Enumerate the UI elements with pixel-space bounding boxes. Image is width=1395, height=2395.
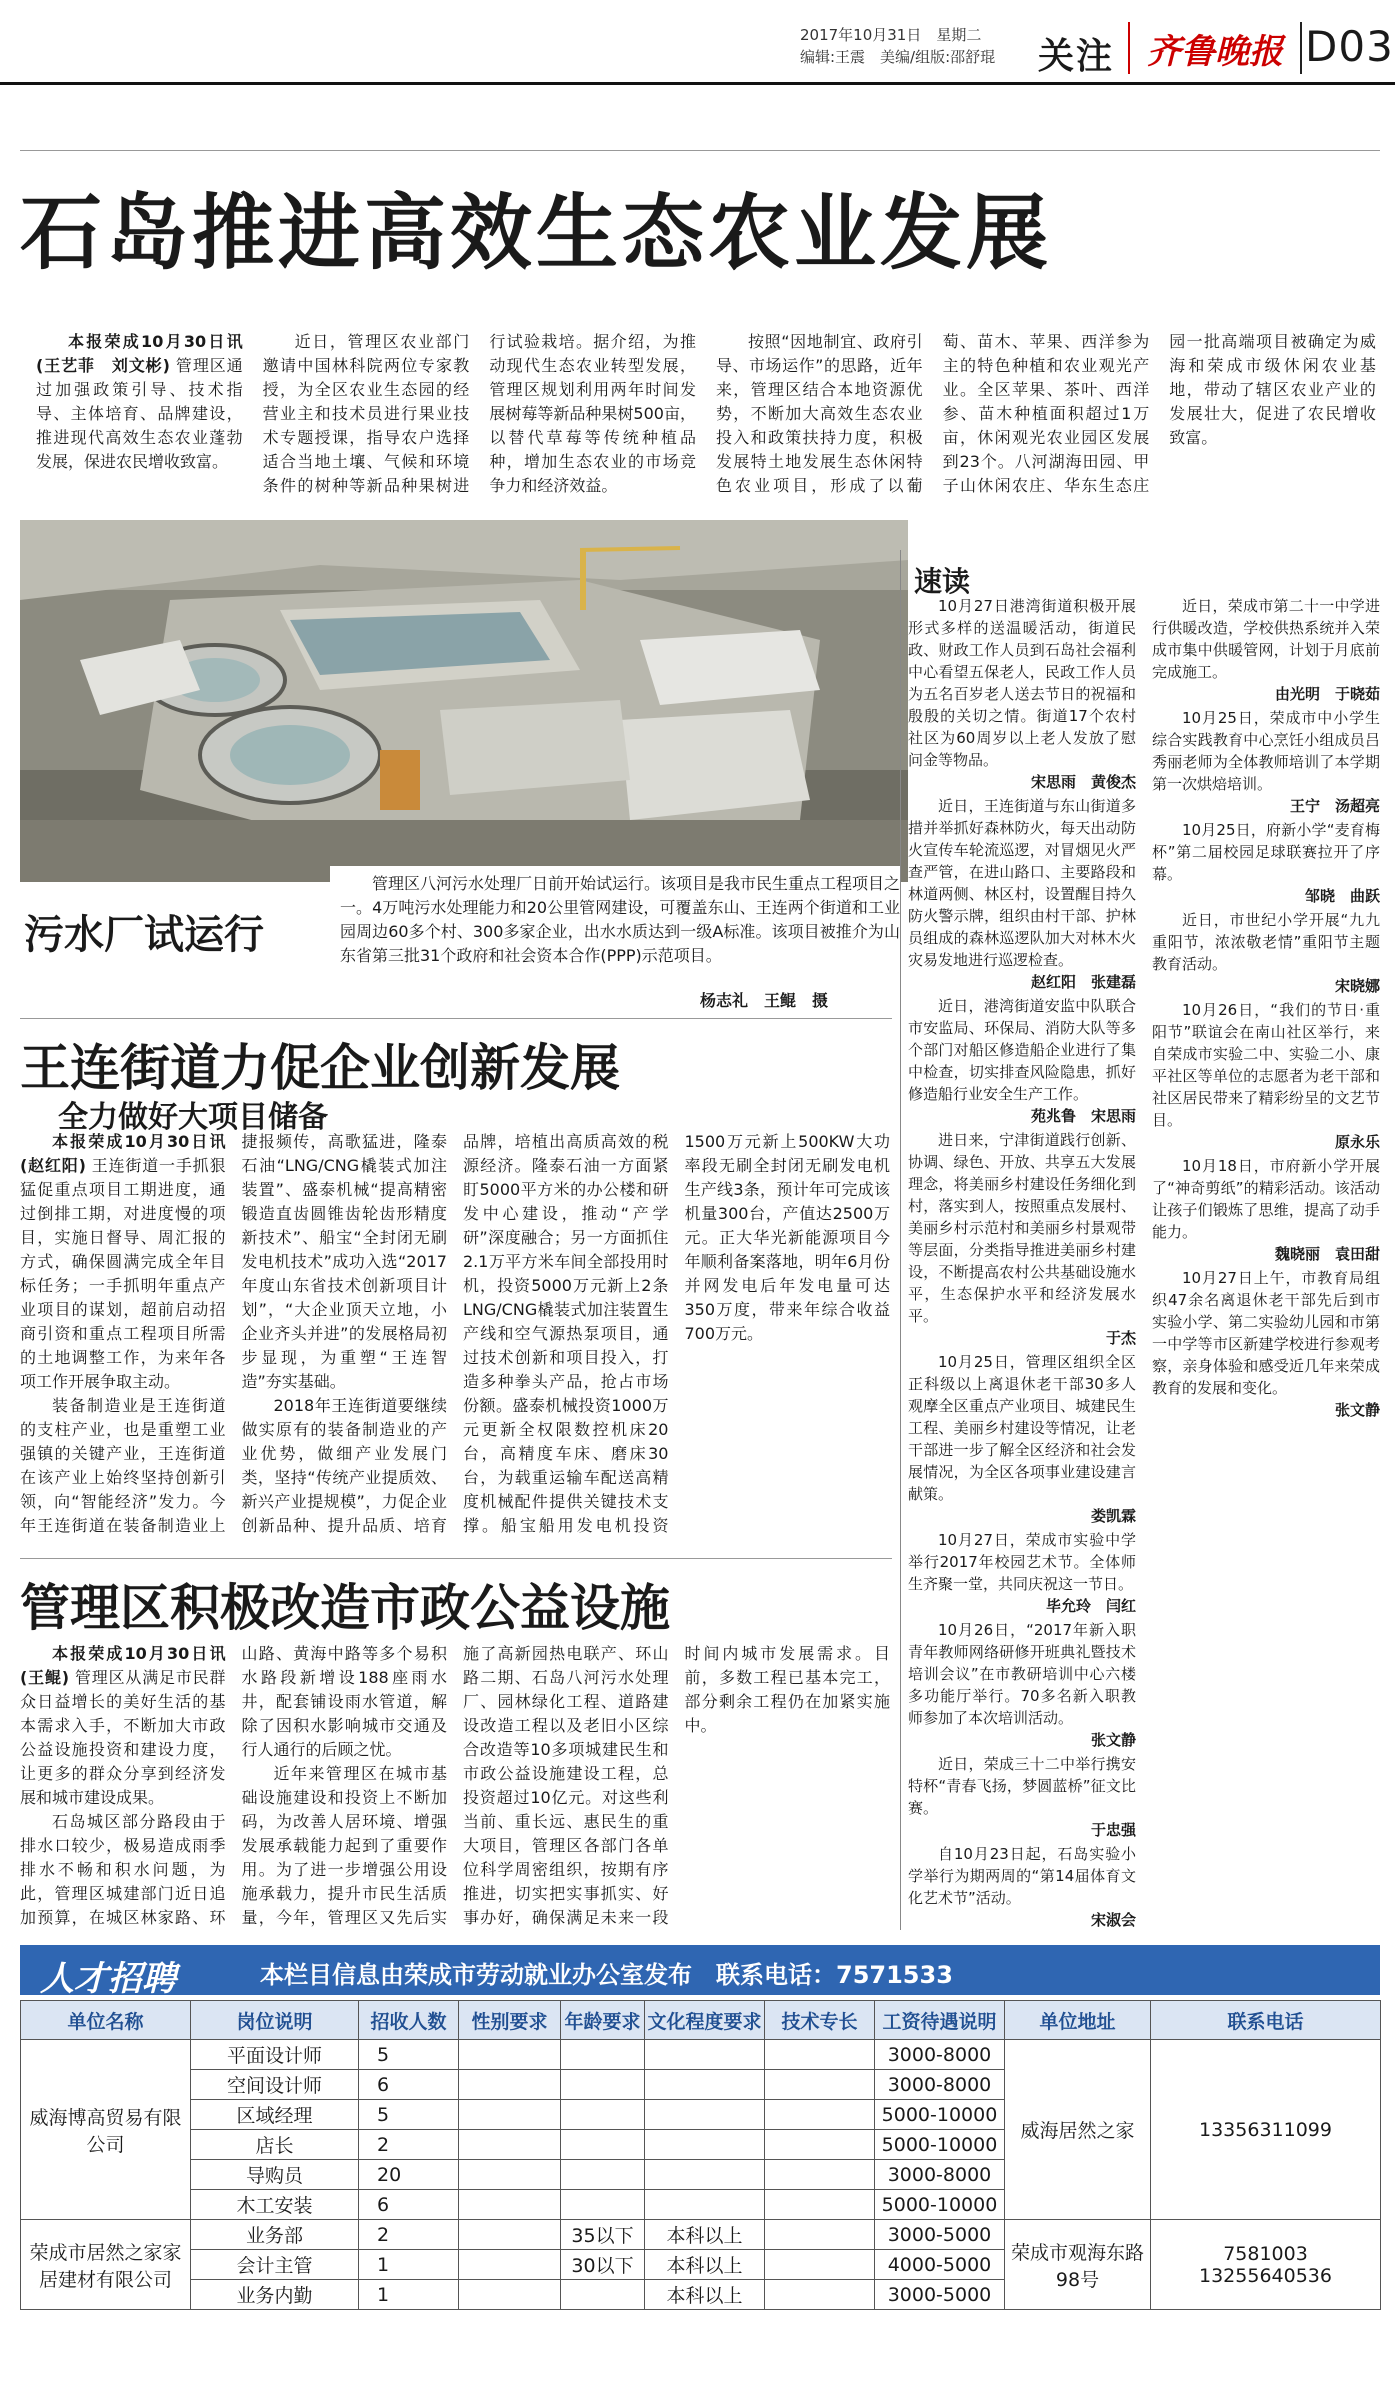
issue-date: 2017年10月31日 — [800, 26, 922, 44]
recruitment-cell — [459, 2280, 561, 2310]
speed-read-item-text: 近日，荣成三十二中举行携安特杯“青春飞扬，梦圆蓝桥”征文比赛。 — [908, 1755, 1136, 1817]
speed-read-title: 速读 — [914, 565, 971, 598]
speed-read-item — [1152, 999, 1380, 1153]
speed-read-item-text: 10月18日，市府新小学开展了“神奇剪纸”的精彩活动。该活动让孩子们锻炼了思维，提高了动手能力。 — [1152, 1157, 1380, 1241]
recruitment-cell: 导购员 — [191, 2160, 359, 2190]
header-meta — [800, 24, 1030, 68]
recruitment-cell: 平面设计师 — [191, 2040, 359, 2070]
speed-read-item — [908, 1529, 1136, 1617]
recruitment-cell: 业务部 — [191, 2220, 359, 2250]
recruitment-cell: 本科以上 — [645, 2280, 765, 2310]
recruitment-cell: 本科以上 — [645, 2220, 765, 2250]
recruitment-cell — [765, 2250, 875, 2280]
recruitment-cell — [561, 2130, 645, 2160]
recruitment-column-header: 招收人数 — [359, 2001, 459, 2040]
recruitment-cell: 本科以上 — [645, 2250, 765, 2280]
photo-caption — [340, 872, 900, 972]
recruitment-cell: 6 — [359, 2070, 459, 2100]
speed-read-item-byline: 于杰 — [1105, 1329, 1136, 1347]
speed-read-item-byline: 魏晓丽 袁田甜 — [1274, 1245, 1380, 1263]
speed-read-item — [908, 595, 1136, 793]
recruitment-cell: 13356311099 — [1151, 2040, 1381, 2220]
recruitment-cell — [645, 2070, 765, 2100]
recruitment-cell: 4000-5000 — [875, 2250, 1005, 2280]
recruitment-cell — [459, 2100, 561, 2130]
recruitment-cell — [645, 2130, 765, 2160]
speed-read-item-byline: 张文静 — [1090, 1731, 1136, 1749]
recruitment-cell — [561, 2190, 645, 2220]
speed-read-item-text: 10月26日，“我们的节日·重阳节”联谊会在南山社区举行，来自荣成市实验二中、实验二小、康平社区等单位的志愿者为老干部和社区居民带来了精彩纷呈的文艺节目。 — [1152, 1001, 1380, 1129]
recruitment-cell — [561, 2100, 645, 2130]
article3-paragraph: 管理区从满足市民群众日益增长的美好生活的基本需求入手，不断加大市政公益设施投资和建设力度，让更多的群众分享到经济发展和城市建设成果。 — [20, 1668, 226, 1807]
recruitment-cell — [765, 2100, 875, 2130]
recruitment-cell: 6 — [359, 2190, 459, 2220]
sewage-plant-photo — [20, 520, 908, 882]
recruitment-cell: 5000-10000 — [875, 2190, 1005, 2220]
article1-paragraph: 管理区通过加强政策引导、技术指导、主体培育、品牌建设，推进现代高效生态农业蓬勃发展，保进农民增收致富。 — [36, 356, 243, 471]
photo-credit: 杨志礼 王鲲 摄 — [700, 991, 829, 1010]
speed-read-item — [1152, 707, 1380, 817]
speed-read-item-byline: 邹晓 曲跃 — [1304, 887, 1380, 905]
speed-read-item-byline: 宋淑会 — [1090, 1911, 1136, 1929]
recruitment-cell: 20 — [359, 2160, 459, 2190]
recruitment-cell — [645, 2190, 765, 2220]
recruitment-cell: 3000-5000 — [875, 2220, 1005, 2250]
recruitment-cell — [765, 2040, 875, 2070]
recruitment-cell: 30以下 — [561, 2250, 645, 2280]
article2-headline: 王连街道力促企业创新发展 — [20, 1039, 620, 1097]
recruitment-cell: 3000-8000 — [875, 2070, 1005, 2100]
article2-paragraph: 王连街道一手抓狠猛促重点项目工期进度，通过倒排工期，对进度慢的项目，实施日督导、周汇报的方式，确保圆满完成全年目标任务；一手抓明年重点产业项目的谋划，超前启动招商引资和重点工程项目所需的土地调整工作，为来年各项工作开展争取主动。 — [20, 1156, 226, 1391]
speed-read-item-byline: 娄凯霖 — [1090, 1507, 1136, 1525]
recruitment-cell: 5 — [359, 2040, 459, 2070]
article2-dateline: 本报荣成10月30日讯(赵红阳) — [20, 1132, 226, 1175]
speed-read-item — [1152, 1155, 1380, 1265]
recruitment-cell: 3000-8000 — [875, 2040, 1005, 2070]
speed-read-item-text: 10月25日，府新小学“麦育梅杯”第二届校园足球联赛拉开了序幕。 — [1152, 821, 1380, 883]
aerial-plant-illustration — [20, 520, 908, 882]
speed-read-item-byline: 赵红阳 张建磊 — [1030, 973, 1136, 991]
speed-read-item-byline: 毕允玲 闫红 — [1045, 1597, 1136, 1615]
speed-read-item-text: 自10月23日起，石岛实验小学举行为期两周的“第14届体育文化艺术节”活动。 — [908, 1845, 1136, 1907]
article1-headline: 石岛推进高效生态农业发展 — [20, 186, 1053, 281]
recruitment-cell — [459, 2070, 561, 2100]
recruitment-cell — [765, 2130, 875, 2160]
article3-paragraph: 石岛城区部分路段由于排水口较少，极易造成雨季排水不畅和积水问题，为此，管理区城建部门近日追加预算，在城区林家路、环山路、黄海中路等多个易积水路段新增设188座雨水井，配套铺设雨水管道，解除了因积水影响城市交通及行人通行的后顾之忧。 — [20, 1644, 447, 1927]
speed-read-item-byline: 王宁 汤超亮 — [1289, 797, 1380, 815]
article1-top-rule — [20, 150, 1380, 151]
recruitment-cell: 3000-8000 — [875, 2160, 1005, 2190]
recruitment-cell: 5000-10000 — [875, 2100, 1005, 2130]
article3-headline: 管理区积极改造市政公益设施 — [20, 1579, 670, 1637]
speed-read-item-text: 10月27日港湾街道积极开展形式多样的送温暖活动，街道民政、财政工作人员到石岛社会福利中心看望五保老人，民政工作人员为五名百岁老人送去节日的祝福和殷殷的关切之情。街道17个农村社区为60周岁以上老人发放了慰问金等物品。 — [908, 597, 1136, 769]
article1-text-flow — [36, 330, 1376, 510]
speed-read-divider — [900, 550, 901, 1930]
speed-read-item-byline: 于忠强 — [1090, 1821, 1136, 1839]
masthead-logo: 齐鲁晚报 — [1128, 22, 1302, 74]
recruitment-cell — [459, 2250, 561, 2280]
article3-top-rule — [20, 1558, 892, 1559]
speed-read-item — [908, 795, 1136, 993]
speed-read-item-byline: 宋晓娜 — [1334, 977, 1380, 995]
recruitment-cell: 35以下 — [561, 2220, 645, 2250]
recruitment-cell: 7581003 13255640536 — [1151, 2220, 1381, 2310]
recruitment-cell — [561, 2160, 645, 2190]
recruitment-cell: 业务内勤 — [191, 2280, 359, 2310]
recruitment-cell — [561, 2040, 645, 2070]
header-divider — [0, 82, 1395, 85]
speed-read-item — [908, 1351, 1136, 1527]
recruitment-row — [21, 2220, 1381, 2250]
recruitment-cell — [459, 2190, 561, 2220]
speed-read-item-byline: 张文静 — [1334, 1401, 1380, 1419]
recruitment-cell: 区域经理 — [191, 2100, 359, 2130]
speed-read-item-byline: 苑兆鲁 宋思雨 — [1030, 1107, 1136, 1125]
recruitment-cell — [645, 2040, 765, 2070]
speed-read-list — [908, 595, 1380, 1935]
recruitment-cell: 3000-5000 — [875, 2280, 1005, 2310]
speed-read-item-text: 近日，港湾街道安监中队联合市安监局、环保局、消防大队等多个部门对船区修造船企业进行了集中检查，切实排查风险隐患，抓好修造船行业安全生产工作。 — [908, 997, 1136, 1103]
recruitment-cell: 威海博高贸易有限公司 — [21, 2040, 191, 2220]
recruitment-cell: 2 — [359, 2130, 459, 2160]
recruitment-column-header: 技术专长 — [765, 2001, 875, 2040]
recruitment-cell — [459, 2130, 561, 2160]
recruitment-cell — [561, 2280, 645, 2310]
recruitment-column-header: 年龄要求 — [561, 2001, 645, 2040]
issue-weekday: 星期二 — [936, 26, 982, 44]
recruitment-column-header: 单位地址 — [1005, 2001, 1151, 2040]
speed-read-item-text: 10月25日，管理区组织全区正科级以上离退休老干部30多人观摩全区重点产业项目、城建民生工程、美丽乡村建设等情况，让老干部进一步了解全区经济和社会发展情况，为全区各项事业建设建言献策。 — [908, 1353, 1136, 1503]
recruitment-cell: 5 — [359, 2100, 459, 2130]
recruitment-column-header: 单位名称 — [21, 2001, 191, 2040]
photo-caption-text: 管理区八河污水处理厂日前开始试运行。该项目是我市民生重点工程项目之一。4万吨污水处理能力和20公里管网建设，可覆盖东山、王连两个街道和工业园周边60多个村、300多家企业，出水水质达到一级A标准。该项目被推介为山东省第三批31个政府和社会资本合作(PPP)示范项目。 — [340, 874, 900, 965]
recruitment-cell — [765, 2190, 875, 2220]
article3-paragraph: 近年来管理区在城市基础设施建设和投资上不断加码，为改善人居环境、增强发展承载能力起到了重要作用。为了进一步增强公用设施承载力，提升市民生活质量，今年，管理区又先后实施了高新园热电联产、环山路二期、石岛八河污水处理厂、园林绿化工程、道路建设改造工程以及老旧小区综合改造等10多项城建民生和市政公益设施建设工程，总投资超过10亿元。对这些利当前、重长远、惠民生的重大项目，管理区各部门各单位科学周密组织，按期有序推进，切实把实事抓实、好事办好，确保满足未来一段时间内城市发展需求。目前，多数工程已基本完工，部分剩余工程仍在加紧实施中。 — [241, 1644, 890, 1927]
article3-text-flow — [20, 1642, 890, 1932]
recruitment-cell: 店长 — [191, 2130, 359, 2160]
speed-read-item — [1152, 595, 1380, 705]
speed-read-item — [908, 1843, 1136, 1931]
recruitment-cell — [459, 2160, 561, 2190]
recruitment-cell: 荣成市观海东路98号 — [1005, 2220, 1151, 2310]
speed-read-item — [908, 995, 1136, 1127]
recruitment-cell: 空间设计师 — [191, 2070, 359, 2100]
recruitment-cell: 5000-10000 — [875, 2130, 1005, 2160]
recruitment-cell — [765, 2280, 875, 2310]
article2-top-rule — [20, 1018, 892, 1019]
article2-subheadline: 全力做好大项目储备 — [58, 1100, 328, 1135]
recruitment-cell: 1 — [359, 2250, 459, 2280]
speed-read-item — [908, 1753, 1136, 1841]
article2-paragraph: 2018年王连街道要继续做实原有的装备制造业的产业优势，做细产业发展门类，坚持“传统产业提质效、新兴产业提规模”，力促企业创新品种、提升品质、培育品牌，培植出高质高效的税源经济。隆泰石油一方面紧盯5000平方米的办公楼和研发中心建设，推动“产学研”深度融合；另一方面抓住2.1万平方米车间全部投用时机，投资5000万元新上2条LNG/CNG橇装式加注装置生产线和空气源热泵项目，通过技术创新和项目投入，打造多种拳头产品，抢占市场份额。盛泰机械投资1000万元更新全权限数控机床20台，高精度车床、磨床30台，为载重运输车配送高精度机械配件提供关键技术支撑。船宝船用发电机投资1500万元新上500KW大功率段无刷全封闭无刷发电机生产线3条，预计年可完成该机量300台，产值达2500万元。正大华光新能源项目今年顺利备案落地，明年6月份并网发电后年发电量可达350万度，带来年综合收益700万元。 — [241, 1132, 890, 1535]
article1-dateline: 本报荣成10月30日讯(王艺菲 刘文彬) — [36, 332, 243, 375]
article1-paragraph: 按照“因地制宜、政府引导、市场运作”的思路，近年来，管理区结合本地资源优势，不断加大高效生态农业投入和政策扶持力度，积极发展特土地发展生态休闲特色农业项目，形成了以葡萄、苗木、苹果、西洋参为主的特色种植和农业观光产业。全区苹果、茶叶、西洋参、苗木种植面积超过1万亩，休闲观光农业园区发展到23个。八河湖海田园、甲子山休闲农庄、华东生态庄园一批高端项目被确定为威海和荣成市级休闲农业基地，带动了辖区农业产业的发展壮大，促进了农民增收致富。 — [715, 332, 1376, 495]
recruitment-cell — [765, 2070, 875, 2100]
article1-body — [36, 330, 1376, 510]
recruitment-cell: 荣成市居然之家家居建材有限公司 — [21, 2220, 191, 2310]
recruitment-cell: 会计主管 — [191, 2250, 359, 2280]
recruitment-column-header: 文化程度要求 — [645, 2001, 765, 2040]
speed-read-item-byline: 宋思雨 黄俊杰 — [1030, 773, 1136, 791]
section-label: 关注 — [1038, 36, 1115, 77]
speed-read-item — [908, 1619, 1136, 1751]
speed-read-item — [908, 1129, 1136, 1349]
recruitment-cell: 2 — [359, 2220, 459, 2250]
speed-read-item — [1152, 909, 1380, 997]
recruitment-notice: 本栏目信息由荣成市劳动就业办公室发布 联系电话：7571533 — [260, 1961, 953, 1989]
photo-title: 污水厂试运行 — [24, 912, 264, 958]
speed-read-item-text: 近日，王连街道与东山街道多措并举抓好森林防火，每天出动防火宣传车轮流巡逻，对冒烟见火严查严管，在进山路口、主要路段和林道两侧、林区村，设置醒目持久防火警示牌，组织由村干部、护林员组成的森林巡逻队加大对林木火灾易发地进行巡逻检查。 — [908, 797, 1136, 969]
recruitment-column-header: 工资待遇说明 — [875, 2001, 1005, 2040]
recruitment-cell — [645, 2160, 765, 2190]
editors-line: 编辑:王震 美编/组版:邵舒琨 — [800, 48, 996, 66]
recruitment-column-header: 性别要求 — [459, 2001, 561, 2040]
recruitment-cell: 威海居然之家 — [1005, 2040, 1151, 2220]
recruitment-cell — [765, 2160, 875, 2190]
page-number: D03 — [1305, 22, 1394, 71]
speed-read-item-text: 10月26日，“2017年新入职青年教师网络研修开班典礼暨技术培训会议”在市教研培训中心六楼多功能厅举行。70多名新入职教师参加了本次培训活动。 — [908, 1621, 1136, 1727]
speed-read-item-text: 近日，市世纪小学开展“九九重阳节，浓浓敬老情”重阳节主题教育活动。 — [1152, 911, 1380, 973]
speed-read-item-byline: 由光明 于晓茹 — [1274, 685, 1380, 703]
recruitment-column-header: 联系电话 — [1151, 2001, 1381, 2040]
speed-read-item-text: 10月27日上午，市教育局组织47余名离退休老干部先后到市实验小学、第二实验幼儿园和市第一中学等市区新建学校进行参观考察，亲身体验和感受近几年来荣成教育的发展和变化。 — [1152, 1269, 1380, 1397]
speed-read-item — [1152, 819, 1380, 907]
article1-paragraph: 近日，管理区农业部门邀请中国林科院两位专家教授，为全区农业生态园的经营业主和技术员进行果业技术专题授课，指导农户选择适合当地土壤、气候和环境条件的树种等新品种果树进行试验栽培。据介绍，为推动现代生态农业转型发展，管理区规划利用两年时间发展树莓等新品种果树500亩，以替代草莓等传统种植品种，增加生态农业的市场竞争力和经济效益。 — [262, 332, 696, 495]
recruitment-cell — [459, 2040, 561, 2070]
speed-read-item-text: 10月27日，荣成市实验中学举行2017年校园艺术节。全体师生齐聚一堂，共同庆祝这一节日。 — [908, 1531, 1136, 1593]
recruitment-cell: 1 — [359, 2280, 459, 2310]
speed-read-item-text: 进日来，宁津街道践行创新、协调、绿色、开放、共享五大发展理念，将美丽乡村建设任务细化到村，落实到人，按照重点发展村、美丽乡村示范村和美丽乡村景观带等层面，分类指导推进美丽乡村建设，不断提高农村公共基础设施水平，生态保护水平和经济发展水平。 — [908, 1131, 1136, 1325]
recruitment-column-header: 岗位说明 — [191, 2001, 359, 2040]
speed-read-item-text: 10月25日，荣成市中小学生综合实践教育中心烹饪小组成员吕秀丽老师为全体教师培训了本学期第一次烘焙培训。 — [1152, 709, 1380, 793]
recruitment-header-row — [21, 2001, 1381, 2040]
recruitment-cell — [459, 2220, 561, 2250]
recruitment-cell — [765, 2220, 875, 2250]
article2-text-flow — [20, 1130, 890, 1550]
recruitment-cell — [645, 2100, 765, 2130]
recruitment-banner — [20, 1945, 1380, 1999]
article2-paragraph: 装备制造业是王连街道的支柱产业，也是重塑工业强镇的关键产业，王连街道在该产业上始终坚持创新引领，向“智能经济”发力。今年王连街道在装备制造业上捷报频传，高歌猛进，隆泰石油“LNG/CNG橇装式加注装置”、盛泰机械“提高精密锻造直齿圆锥齿轮齿形精度新技术”、船宝“全封闭无刷发电机技术”成功入选“2017年度山东省技术创新项目计划”，“大企业顶天立地，小企业齐头并进”的发展格局初步显现，为重塑“王连智造”夯实基础。 — [20, 1132, 447, 1535]
recruitment-title: 人才招聘 — [40, 1959, 176, 1999]
recruitment-row — [21, 2040, 1381, 2070]
recruitment-body — [21, 2040, 1381, 2310]
recruitment-cell — [561, 2070, 645, 2100]
speed-read-item — [1152, 1267, 1380, 1421]
recruitment-table — [20, 2000, 1381, 2310]
speed-read-item-text: 近日，荣成市第二十一中学进行供暖改造，学校供热系统并入荣成市集中供暖管网，计划于月底前完成施工。 — [1152, 597, 1380, 681]
speed-read-item-byline: 原永乐 — [1334, 1133, 1380, 1151]
article3-dateline: 本报荣成10月30日讯(王鲲) — [20, 1644, 226, 1687]
recruitment-cell: 木工安装 — [191, 2190, 359, 2220]
